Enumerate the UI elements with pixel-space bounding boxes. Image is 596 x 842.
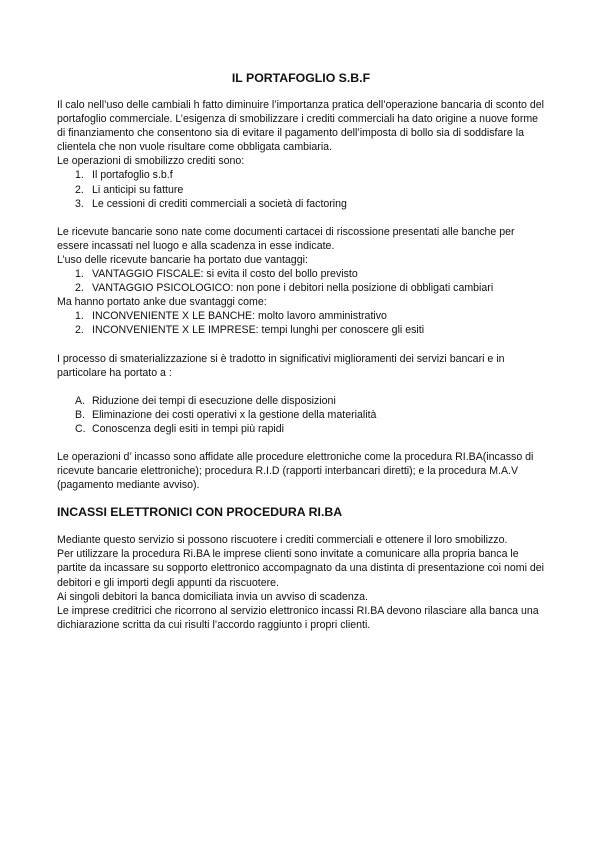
list-marker: 3. [75,197,84,210]
list-item-text: INCONVENIENTE X LE BANCHE: molto lavoro amministrativo [92,310,387,323]
riba-paragraph: Mediante questo servizio si possono riscuotere i crediti commerciali e ottenere il loro smobilizzo. [57,534,508,547]
list-marker: 1. [75,268,84,281]
list-item [57,408,545,422]
intro-paragraph: Il calo nell’uso delle cambiali h fatto diminuire l’importanza pratica dell’operazione bancaria di sconto del portafoglio commerciale. L’esigenza di smobilizzare i crediti commerciali ha dato origine a nuove forme di finanziamento che consentono sia di evitare il pagamento dell’imposta di bollo sia di soddisfare la clientela che non vuole risultare come obbligata cambiaria. [57,99,544,154]
advantages-list [57,267,545,295]
list-item-text: Riduzione dei tempi di esecuzione delle disposizioni [92,394,336,407]
list-item-text: VANTAGGIO FISCALE: si evita il costo del bollo previsto [92,268,358,281]
dematerialization-paragraph: I processo di smaterializzazione si è tradotto in significativi miglioramenti dei servizi bancari e in particolare ha portato a : [57,352,505,379]
list-item [57,267,545,281]
list-item-text: Le cessioni di crediti commerciali a società di factoring [92,197,347,210]
document-page [57,70,545,632]
riba-paragraph: Le imprese creditrici che ricorrono al servizio elettronico incassi RI.BA devono rilasciare alla banca una dichiarazione scritta da cui risulti l’accordo raggiunto i propri clienti. [57,604,539,631]
list-item-text: Li anticipi su fatture [92,183,184,196]
list-marker: 2. [75,282,84,295]
spacer [57,380,545,394]
list-marker: C. [75,422,86,435]
list-item-text: Conoscenza degli esiti in tempi più rapidi [92,422,284,435]
list-item [57,168,545,182]
riba-paragraph: Per utilizzare la procedura Ri.BA le imprese clienti sono invitate a comunicare alla propria banca le partite da incassare su sopporto elettronico accompagnato da una distinta di presentazione coi nomi dei debitori e gli importi degli appunti da riscuotere. [57,548,545,589]
list-item [57,422,545,436]
list-item [57,323,545,337]
list-item [57,281,545,295]
list-item-text: INCONVENIENTE X LE IMPRESE: tempi lunghi per conoscere gli esiti [92,324,425,337]
list-marker: 1. [75,169,84,182]
procedures-paragraph: Le operazioni d’ incasso sono affidate alle procedure elettroniche come la procedura RI.BA(incasso di ricevute bancarie elettroniche); procedura R.I.D (rapporti interbancari diretti); e la procedura M.A.V (pagamento mediante avviso). [57,450,534,492]
list-item [57,197,545,211]
spacer [57,436,545,450]
spacer [57,338,545,352]
document-title: IL PORTAFOGLIO S.B.F [231,71,371,85]
advantages-intro: L’uso delle ricevute bancarie ha portato due vantaggi: [57,253,308,266]
list-item [57,394,545,408]
operations-list [57,168,545,210]
list-item-text: VANTAGGIO PSICOLOGICO: non pone i debitori nella posizione di obbligati cambiari [92,282,494,295]
list-marker: 2. [75,324,84,337]
riba-paragraph: Ai singoli debitori la banca domiciliata invia un avviso di scadenza. [57,590,368,603]
ricevute-paragraph: Le ricevute bancarie sono nate come documenti cartacei di riscossione presentati alle banche per essere incassati nel luogo e alla scadenza in esse indicate. [57,225,515,252]
spacer [57,211,545,225]
section-heading: INCASSI ELETTRONICI CON PROCEDURA RI.BA [57,505,343,520]
list-item [57,309,545,323]
list-marker: 1. [75,310,84,323]
list-marker: B. [75,408,86,421]
operations-intro: Le operazioni di smobilizzo crediti sono: [57,155,245,168]
improvements-list [57,394,545,436]
list-marker: A. [75,394,86,407]
list-item-text: Eliminazione dei costi operativi x la gestione della materialità [92,408,377,421]
disadvantages-intro: Ma hanno portato anke due svantaggi come: [57,296,267,309]
list-item [57,183,545,197]
list-marker: 2. [75,183,84,196]
disadvantages-list [57,309,545,337]
list-item-text: Il portafoglio s.b.f [92,169,173,182]
